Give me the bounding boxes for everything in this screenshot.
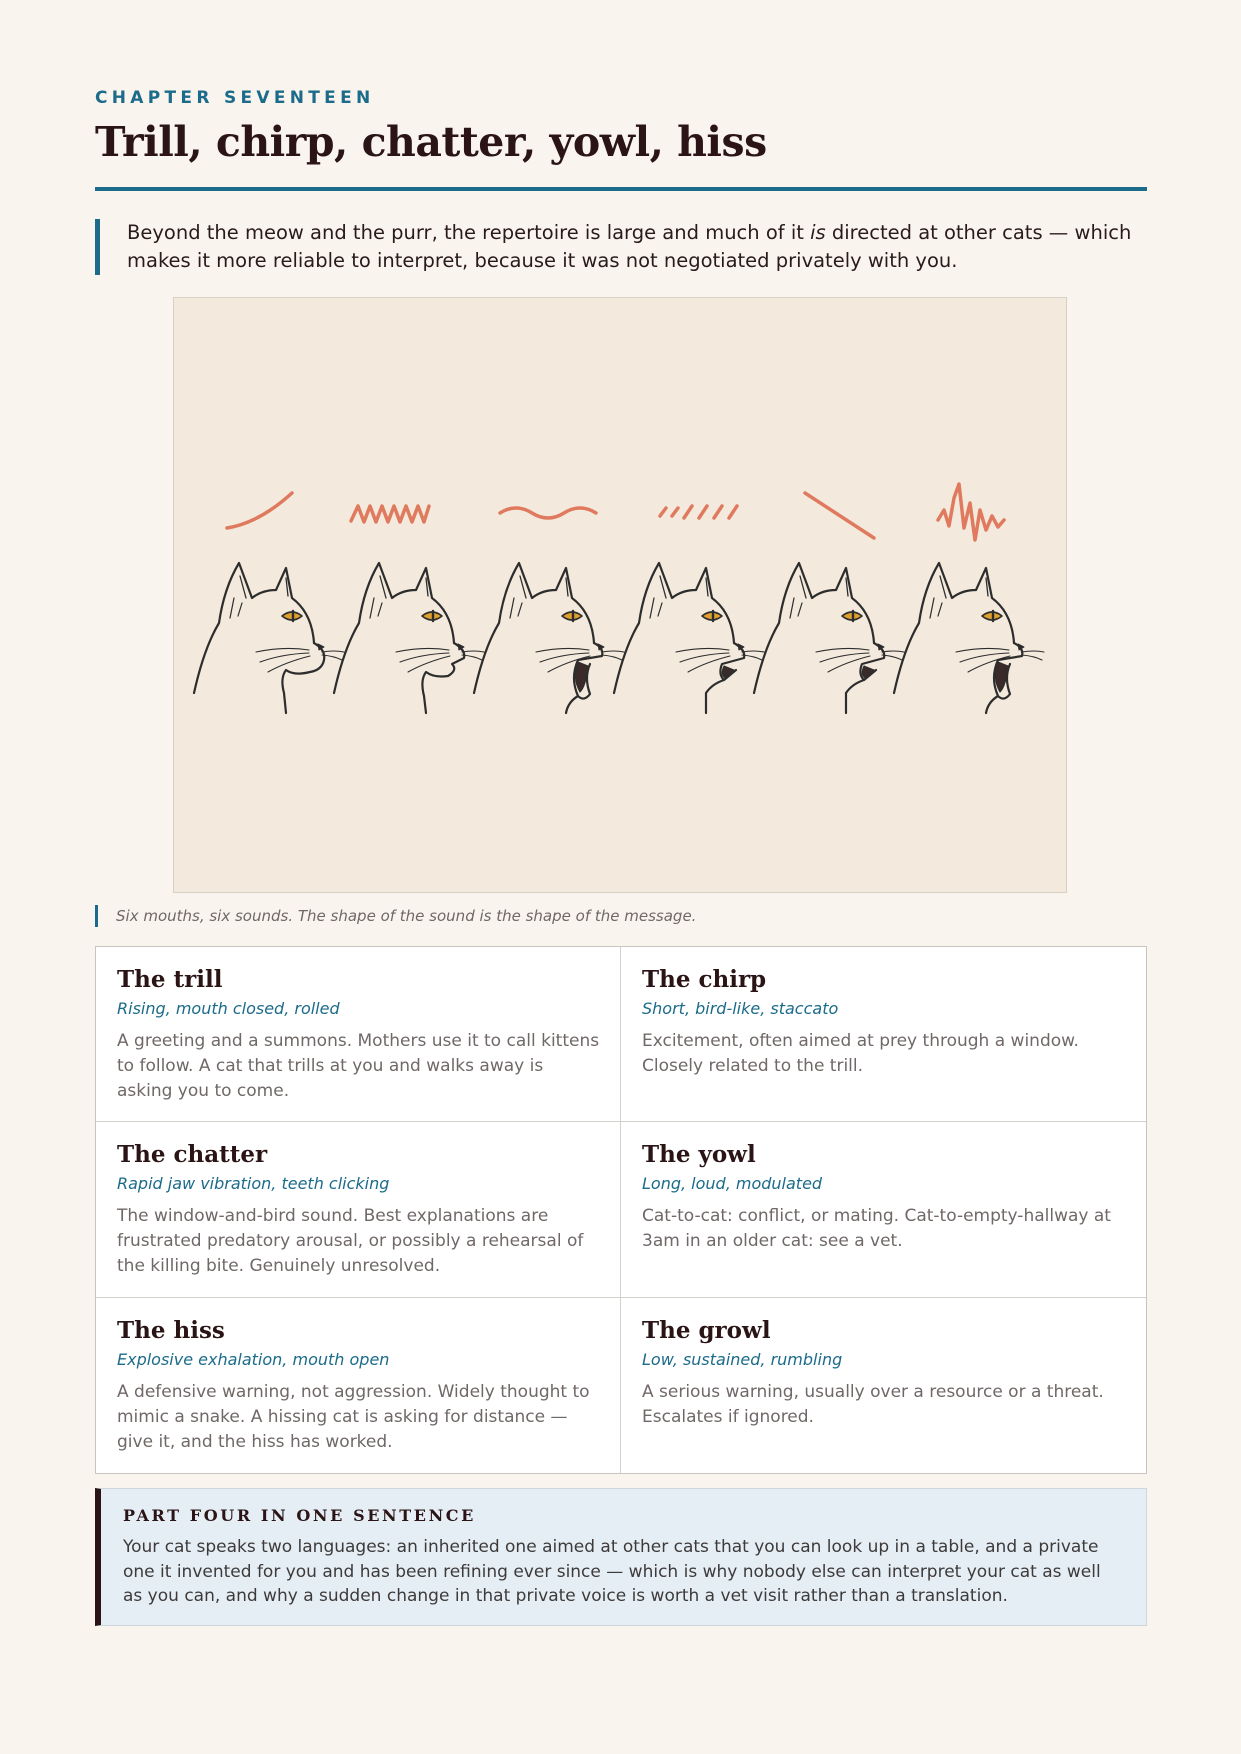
card-body: Excitement, often aimed at prey through a window. Closely related to the trill.	[642, 1031, 1079, 1076]
cat-head-2	[334, 563, 484, 713]
vocalization-card-trill	[96, 947, 621, 1122]
intro-text-before: Beyond the meow and the purr, the repertoire is large and much of it	[127, 221, 811, 244]
growl-sound-wave	[938, 484, 1004, 540]
page-title: Trill, chirp, chatter, yowl, hiss	[95, 118, 767, 166]
cat-head-1	[194, 563, 344, 713]
card-subtitle: Long, loud, modulated	[642, 1174, 823, 1194]
chatter-sound-wave	[500, 508, 596, 518]
vocalization-card-chirp	[621, 947, 1146, 1122]
yowl-sound-wave	[805, 493, 874, 538]
figure-caption: Six mouths, six sounds. The shape of the sound is the shape of the message.	[95, 905, 696, 927]
card-title: The trill	[117, 966, 223, 993]
vocalization-card-chatter	[96, 1122, 621, 1297]
title-rule	[95, 187, 1147, 191]
summary-body: Your cat speaks two languages: an inherited one aimed at other cats that you can look up in a table, and a private one it invented for you and has been refining ever since — which is why nobody else can interpret your cat as well as you can, and why a sudden change in that private voice is worth a vet visit rather than a translation.	[123, 1537, 1101, 1606]
summary-callout	[95, 1488, 1147, 1626]
summary-label: PART FOUR IN ONE SENTENCE	[123, 1506, 476, 1525]
cat-head-6	[894, 563, 1044, 713]
card-body: A greeting and a summons. Mothers use it to call kittens to follow. A cat that trills at you and walks away is asking you to come.	[117, 1031, 600, 1101]
card-body: Cat-to-cat: conflict, or mating. Cat-to-empty-hallway at 3am in an older cat: see a vet.	[642, 1206, 1111, 1252]
card-body: The window-and-bird sound. Best explanations are frustrated predatory arousal, or possibly a rehearsal of the killing bite. Genuinely unresolved.	[117, 1206, 584, 1277]
hiss-sound-wave	[660, 506, 737, 518]
cat-sounds-illustration	[173, 297, 1067, 893]
card-subtitle: Short, bird-like, staccato	[642, 999, 839, 1018]
trill-sound-wave	[227, 493, 292, 528]
card-title: The growl	[642, 1316, 771, 1344]
chirp-sound-wave	[351, 506, 429, 522]
card-title: The chatter	[117, 1141, 268, 1169]
chapter-label: CHAPTER SEVENTEEN	[95, 88, 375, 108]
cat-head-3	[474, 563, 624, 713]
vocalization-card-yowl	[621, 1122, 1146, 1297]
cat-head-5	[754, 563, 904, 713]
card-title: The hiss	[117, 1316, 225, 1344]
vocalization-card-growl	[621, 1298, 1146, 1473]
intro-paragraph	[95, 219, 1147, 275]
card-subtitle: Explosive exhalation, mouth open	[117, 1349, 390, 1369]
card-body: A serious warning, usually over a resource or a threat. Escalates if ignored.	[642, 1381, 1104, 1427]
card-subtitle: Low, sustained, rumbling	[642, 1349, 843, 1369]
intro-emphasis: is	[810, 221, 826, 244]
card-body: A defensive warning, not aggression. Widely thought to mimic a snake. A hissing cat is asking for distance — give it, and the hiss has worked.	[117, 1381, 590, 1452]
card-title: The yowl	[642, 1141, 756, 1169]
vocalization-card-hiss	[96, 1298, 621, 1473]
illustration-canvas	[174, 298, 1068, 894]
intro-text-after: directed at other cats — which makes it more reliable to interpret, because it was not negotiated privately with you.	[127, 221, 1132, 272]
card-subtitle: Rapid jaw vibration, teeth clicking	[117, 1174, 390, 1194]
cat-head-4	[614, 563, 764, 713]
card-subtitle: Rising, mouth closed, rolled	[117, 999, 340, 1018]
card-title: The chirp	[642, 966, 767, 993]
vocalization-table	[95, 946, 1147, 1474]
